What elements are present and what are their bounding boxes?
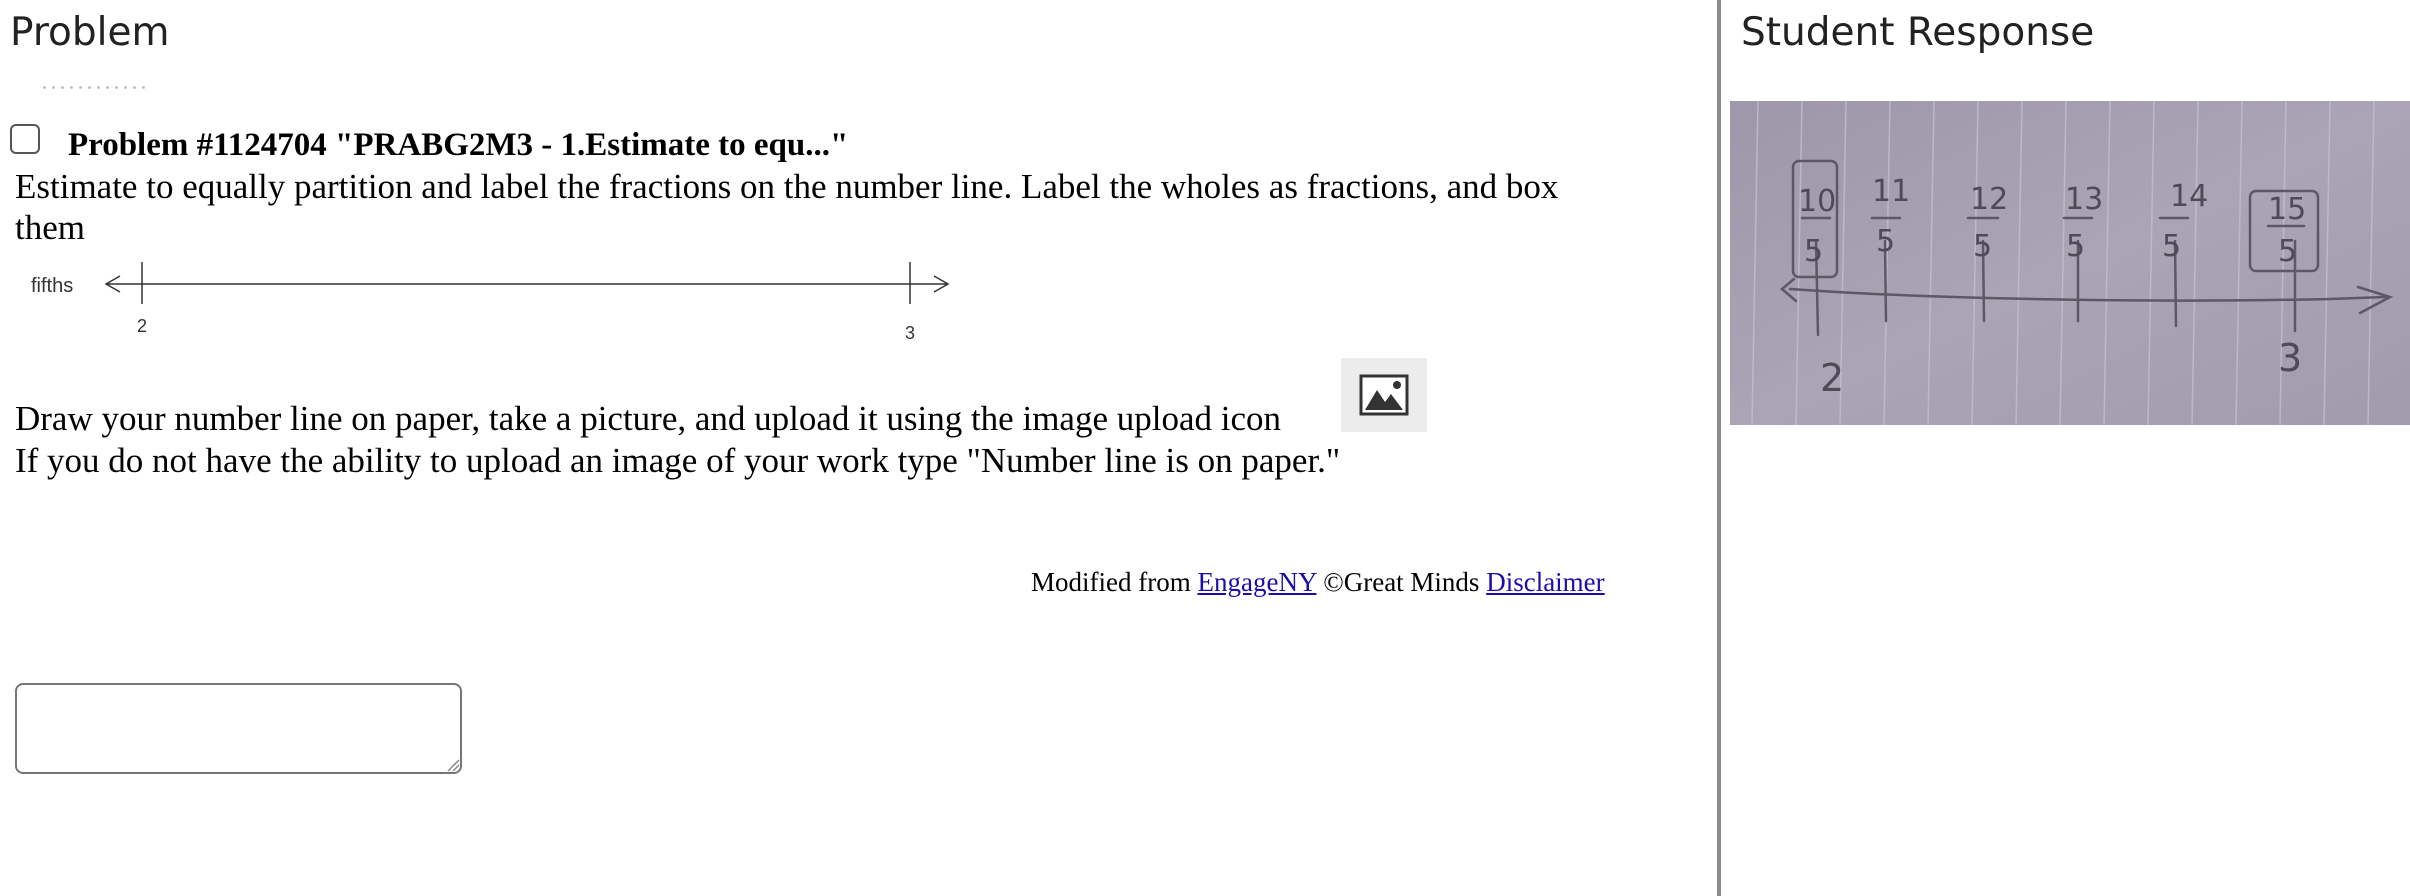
attribution-prefix: Modified from xyxy=(1031,567,1198,597)
problem-question-text: Estimate to equally partition and label the fractions on the number line. Label the wholes as fractions, and box them xyxy=(15,167,1559,247)
fallback-instruction: If you do not have the ability to upload an image of your work type "Number line is on paper." xyxy=(15,441,1341,480)
svg-text:13: 13 xyxy=(2065,182,2104,217)
faded-divider-dots xyxy=(40,86,150,89)
svg-text:12: 12 xyxy=(1970,182,2009,217)
disclaimer-link[interactable]: Disclaimer xyxy=(1486,567,1605,597)
image-upload-icon xyxy=(1341,358,1427,432)
number-line-row-label: fifths xyxy=(31,275,74,297)
svg-text:11: 11 xyxy=(1872,174,1911,209)
problem-pane-title: Problem xyxy=(10,10,170,55)
number-line-start-label: 2 xyxy=(137,316,148,336)
svg-text:5: 5 xyxy=(2162,229,2182,264)
svg-text:2: 2 xyxy=(1820,356,1845,400)
answer-textarea[interactable] xyxy=(15,683,462,774)
svg-text:5: 5 xyxy=(2066,229,2086,264)
attribution-line xyxy=(1031,567,1605,598)
number-line-end-label: 3 xyxy=(905,323,916,343)
problem-select-checkbox[interactable] xyxy=(10,124,40,154)
number-line-figure xyxy=(22,252,962,348)
attribution-copyright: ©Great Minds xyxy=(1316,567,1487,597)
svg-text:10: 10 xyxy=(1798,184,1837,219)
student-response-title: Student Response xyxy=(1741,10,2095,55)
svg-text:15: 15 xyxy=(2268,192,2307,227)
svg-text:3: 3 xyxy=(2278,336,2303,380)
svg-text:5: 5 xyxy=(1973,229,1993,264)
svg-text:5: 5 xyxy=(1876,224,1896,259)
svg-text:14: 14 xyxy=(2170,179,2209,214)
problem-title: Problem #1124704 "PRABG2M3 - 1.Estimate to equ..." xyxy=(68,126,849,163)
student-work-photo xyxy=(1730,101,2410,425)
svg-text:5: 5 xyxy=(2278,234,2298,269)
engageny-link[interactable]: EngageNY xyxy=(1197,567,1317,597)
problem-header xyxy=(10,114,848,164)
upload-instruction: Draw your number line on paper, take a picture, and upload it using the image upload icon xyxy=(15,399,1281,438)
svg-text:5: 5 xyxy=(1804,234,1824,269)
student-response-pane xyxy=(1721,0,2410,896)
